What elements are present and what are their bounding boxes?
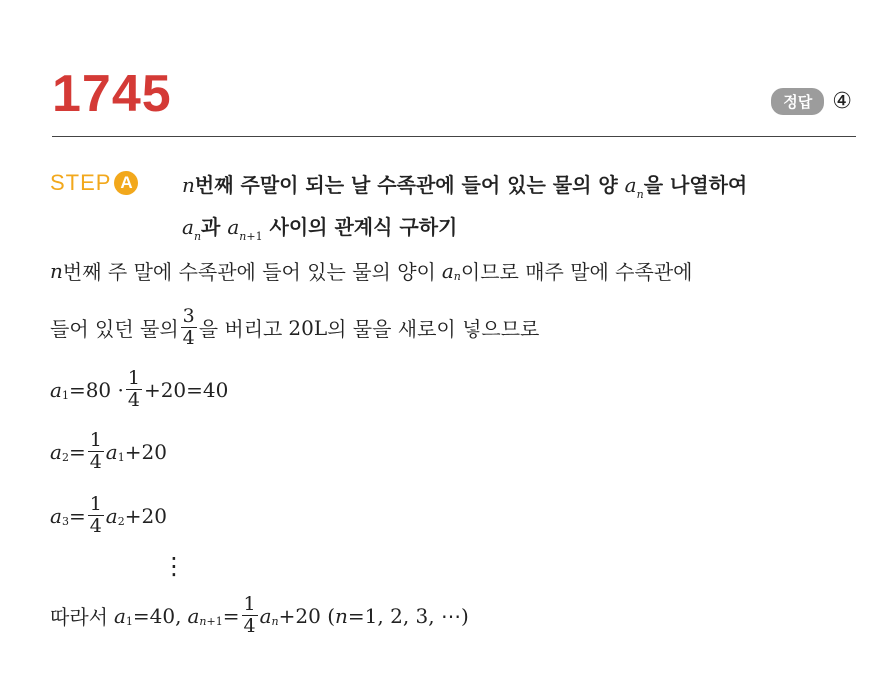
- step-letter-badge: A: [114, 171, 138, 195]
- vertical-ellipsis: ⋮: [162, 552, 186, 580]
- fraction-three-quarters: $\frac{3}{4}$: [182, 305, 195, 349]
- equation-a1: a 1 =80 · $\frac{1}{4}$ +20=40: [50, 367, 229, 411]
- answer-badge: 정답: [771, 88, 824, 115]
- equation-a3: a 3 = $\frac{1}{4}$ a 2 +20: [50, 493, 167, 537]
- step-title: [182, 166, 747, 250]
- step-label: [50, 170, 138, 196]
- conclusion-line: 따라서 a 1 =40, a n +1 = $\frac{1}{4}$ a n +20 ( n =1, 2, 3, ⋯): [50, 593, 469, 637]
- step-text: STEP: [50, 170, 112, 195]
- step-title-line1: n번째 주말이 되는 날 수족관에 들어 있는 물의 양 $a_n$을 나열하여: [182, 173, 748, 201]
- problem-number: 1745: [52, 65, 172, 123]
- answer-value: ④: [832, 89, 852, 114]
- header-divider: [52, 136, 856, 137]
- step-title-line2: $a_n$과 $a_{n+1}$ 사이의 관계식 구하기: [182, 215, 458, 243]
- answer-area: [771, 88, 852, 115]
- body-line-1: n 번째 주 말에 수족관에 들어 있는 물의 양이 a n 이므로 매주 말에 수족관에: [50, 258, 693, 284]
- equation-a2: a 2 = $\frac{1}{4}$ a 1 +20: [50, 429, 167, 473]
- body-line-2: 들어 있던 물의 $\frac{3}{4}$ 을 버리고 20L 의 물을 새로이 넣으므로: [50, 305, 540, 349]
